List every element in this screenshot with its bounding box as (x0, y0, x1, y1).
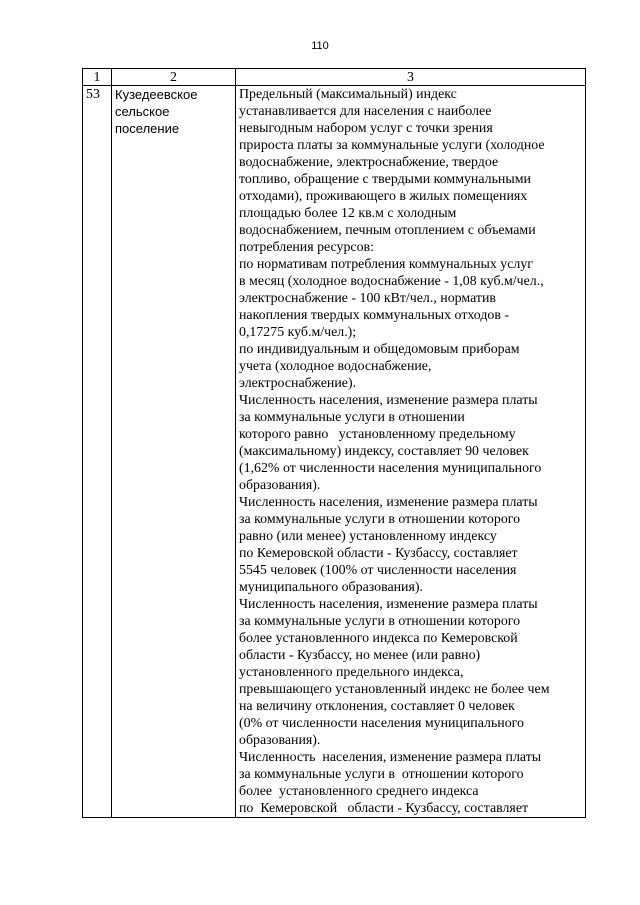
index-description (236, 86, 586, 818)
description-line: (максимальному) индексу, составляет 90 человек (239, 444, 529, 459)
description-line: превышающего установленный индекс не более чем (239, 682, 550, 697)
description-line: образования). (239, 478, 321, 493)
description-line: за коммунальные услуги в отношении которого (239, 512, 521, 527)
description-line: по Кемеровской области - Кузбассу, составляет (239, 801, 529, 816)
description-line: (0% от численности населения муниципального (239, 716, 524, 731)
description-line: 5545 человек (100% от численности населения (239, 563, 517, 578)
description-line: которого равно установленному предельному (239, 427, 516, 442)
description-line: прироста платы за коммунальные услуги (холодное (239, 138, 545, 153)
description-line: топливо, обращение с твердыми коммунальными (239, 172, 531, 187)
municipality-name-line: Кузедеевское (115, 87, 198, 102)
description-line: площадью более 12 кв.м с холодным (239, 206, 457, 221)
municipality-name (112, 86, 236, 818)
column-header-1: 1 (83, 69, 112, 86)
description-line: накопления твердых коммунальных отходов - (239, 308, 510, 323)
description-line: установленного предельного индекса, (239, 665, 464, 680)
description-line: равно (или менее) установленному индексу (239, 529, 497, 544)
description-line: образования). (239, 733, 321, 748)
municipality-name-line: поселение (115, 121, 180, 136)
description-line: водоснабжением, печным отоплением с объемами (239, 223, 536, 238)
column-header-3: 3 (236, 69, 586, 86)
description-line: отходами), проживающего в жилых помещениях (239, 189, 528, 204)
description-line: области - Кузбассу, но менее (или равно) (239, 648, 481, 663)
description-line: учета (холодное водоснабжение, (239, 359, 432, 374)
description-line: электроснабжение - 100 кВт/чел., норматив (239, 291, 496, 306)
description-line: устанавливается для населения с наиболее (239, 104, 492, 119)
description-line: Численность населения, изменение размера платы (239, 597, 538, 612)
description-line: Численность населения, изменение размера платы (239, 750, 542, 765)
description-line: за коммунальные услуги в отношении (239, 410, 465, 425)
description-line: муниципального образования). (239, 580, 423, 595)
description-line: в месяц (холодное водоснабжение - 1,08 куб.м/чел., (239, 274, 544, 289)
description-line: Численность населения, изменение размера платы (239, 495, 538, 510)
description-line: невыгодным набором услуг с точки зрения (239, 121, 493, 136)
row-number: 53 (83, 86, 112, 818)
table-row (83, 86, 586, 818)
municipality-name-line: сельское (115, 104, 170, 119)
description-line: 0,17275 куб.м/чел.); (239, 325, 357, 340)
description-line: более установленного среднего индекса (239, 784, 479, 799)
page-number: 110 (311, 40, 329, 52)
description-line: по индивидуальным и общедомовым приборам (239, 342, 520, 357)
description-line: Предельный (максимальный) индекс (239, 87, 457, 102)
description-line: на величину отклонения, составляет 0 человек (239, 699, 515, 714)
description-line: более установленного индекса по Кемеровской (239, 631, 518, 646)
description-line: электроснабжение). (239, 376, 357, 391)
column-header-2: 2 (112, 69, 236, 86)
description-line: потребления ресурсов: (239, 240, 374, 255)
description-line: (1,62% от численности населения муниципального (239, 461, 542, 476)
description-line: за коммунальные услуги в отношении которого (239, 614, 521, 629)
description-line: водоснабжение, электроснабжение, твердое (239, 155, 499, 170)
description-line: за коммунальные услуги в отношении которого (239, 767, 524, 782)
tariff-index-table (82, 68, 586, 818)
description-line: Численность населения, изменение размера платы (239, 393, 538, 408)
description-line: по нормативам потребления коммунальных услуг (239, 257, 533, 272)
table-header-row (83, 69, 586, 86)
description-line: по Кемеровской области - Кузбассу, составляет (239, 546, 518, 561)
